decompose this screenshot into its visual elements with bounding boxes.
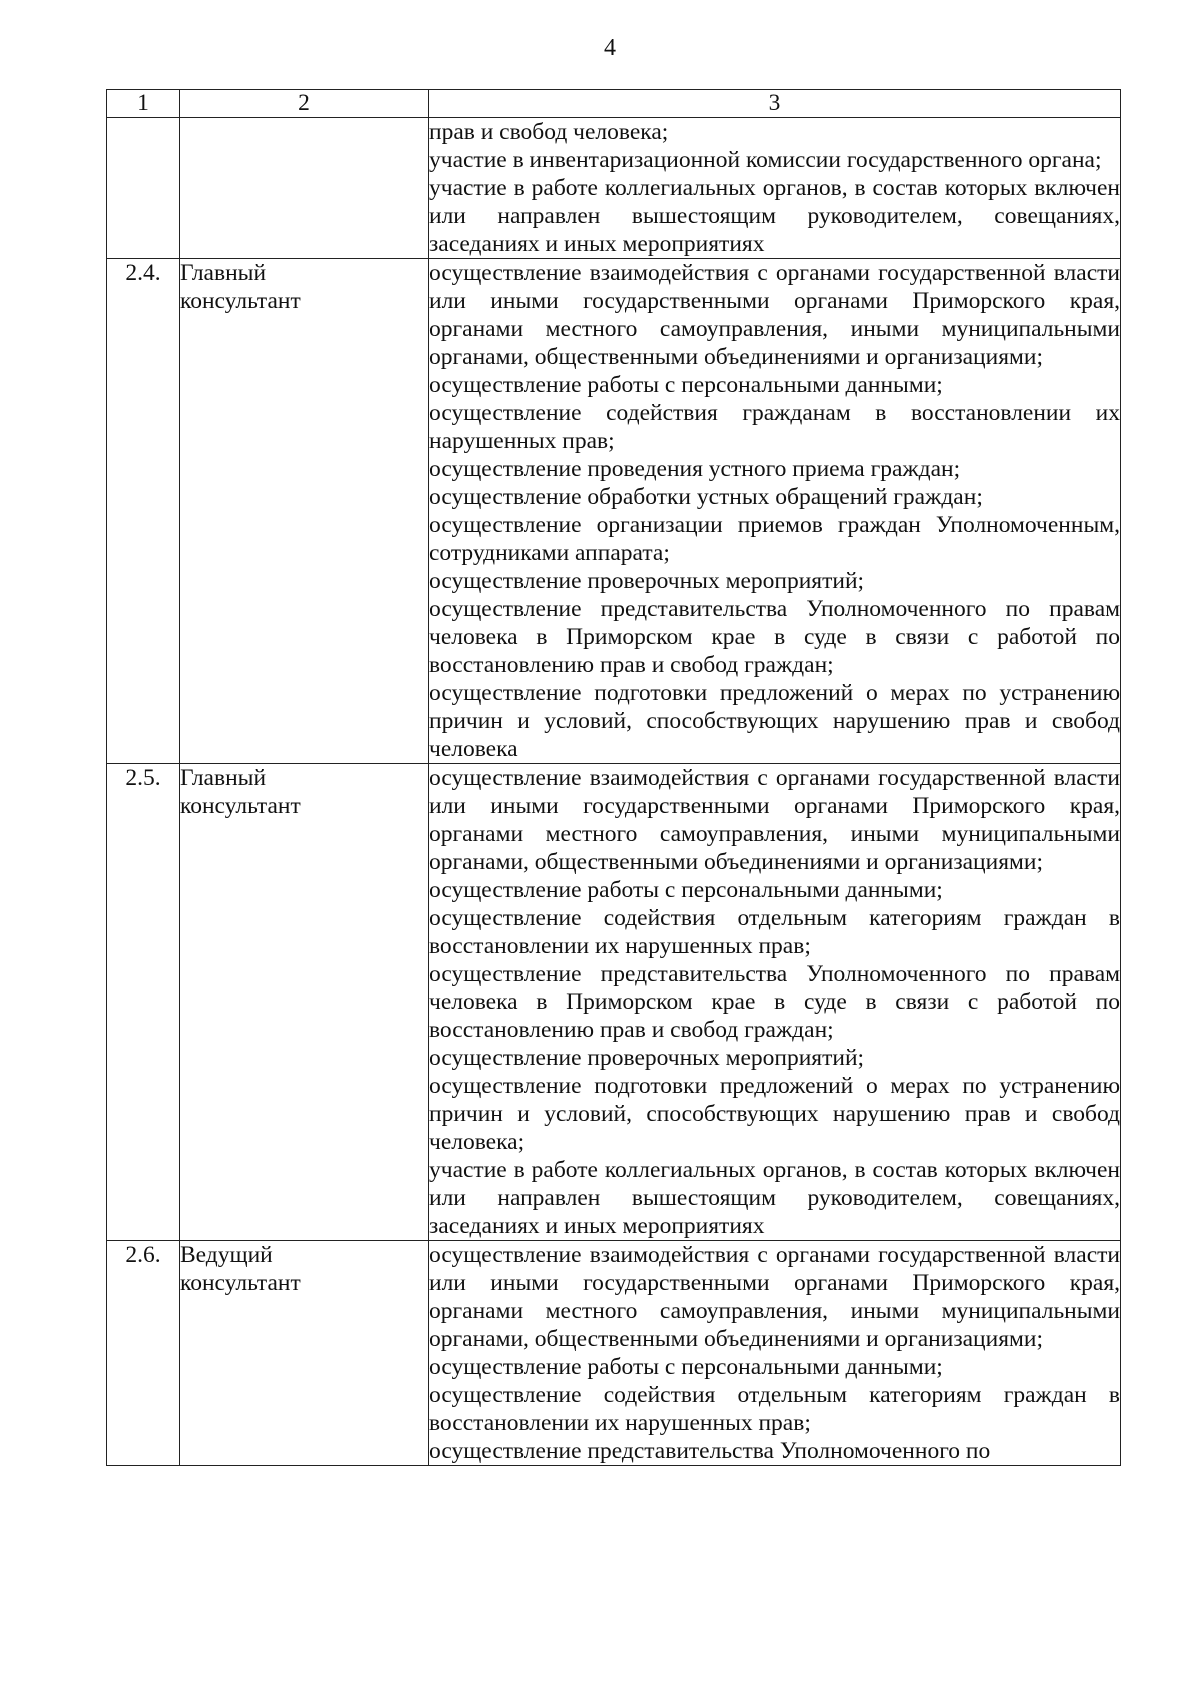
duty-item: осуществление представительства Уполномоченного по правам человека в Приморском крае в суде в связи с работой по восстановлению прав и свобод граждан; xyxy=(429,596,1120,678)
duties-list xyxy=(429,118,1121,259)
duty-item: осуществление обработки устных обращений граждан; xyxy=(429,484,983,510)
row-number: 2.6. xyxy=(107,1241,180,1466)
duty-item: осуществление содействия отдельным категориям граждан в восстановлении их нарушенных прав; xyxy=(429,905,1120,959)
row-number xyxy=(107,118,180,259)
row-number: 2.5. xyxy=(107,764,180,1241)
duty-item: участие в инвентаризационной комиссии государственного органа; xyxy=(429,147,1102,173)
duties-list xyxy=(429,259,1121,764)
position-title-line: Главный xyxy=(180,765,267,791)
duty-item: осуществление подготовки предложений о мерах по устранению причин и условий, способствующих нарушению прав и свобод человека xyxy=(429,680,1120,762)
table-row xyxy=(107,118,1121,259)
column-header-3: 3 xyxy=(429,90,1121,118)
column-header-2: 2 xyxy=(180,90,429,118)
page-number: 4 xyxy=(604,35,616,61)
table-row xyxy=(107,1241,1121,1466)
duty-item: осуществление проверочных мероприятий; xyxy=(429,568,865,594)
column-header-1: 1 xyxy=(107,90,180,118)
position-title-line: консультант xyxy=(180,1270,301,1296)
duty-item: осуществление проверочных мероприятий; xyxy=(429,1045,865,1071)
duty-item: осуществление взаимодействия с органами государственной власти или иными государственными органами Приморского края, органами местного самоуправления, иными муниципальными органами, общественными объединениями и организациями; xyxy=(429,765,1120,875)
duty-item: осуществление работы с персональными данными; xyxy=(429,1354,943,1380)
position-title xyxy=(180,1241,429,1466)
row-number: 2.4. xyxy=(107,259,180,764)
position-title xyxy=(180,118,429,259)
position-title-line: Главный xyxy=(180,260,267,286)
duty-item: осуществление работы с персональными данными; xyxy=(429,877,943,903)
duties-table xyxy=(106,89,1121,1466)
duty-item: осуществление подготовки предложений о мерах по устранению причин и условий, способствующих нарушению прав и свобод человека; xyxy=(429,1073,1120,1155)
position-title xyxy=(180,764,429,1241)
position-title-line: консультант xyxy=(180,288,301,314)
duty-item: осуществление представительства Уполномоченного по правам человека в Приморском крае в суде в связи с работой по восстановлению прав и свобод граждан; xyxy=(429,961,1120,1043)
duties-list xyxy=(429,1241,1121,1466)
position-title-line: консультант xyxy=(180,793,301,819)
duty-item: осуществление проведения устного приема граждан; xyxy=(429,456,961,482)
duties-list xyxy=(429,764,1121,1241)
table-body xyxy=(107,118,1121,1466)
table-row xyxy=(107,259,1121,764)
duty-item: осуществление представительства Уполномоченного по xyxy=(429,1438,991,1464)
duty-item: осуществление организации приемов граждан Уполномоченным, сотрудниками аппарата; xyxy=(429,512,1120,566)
table-header-row xyxy=(107,90,1121,118)
duty-item: осуществление взаимодействия с органами государственной власти или иными государственными органами Приморского края, органами местного самоуправления, иными муниципальными органами, общественными объединениями и организациями; xyxy=(429,260,1120,370)
position-title-line: Ведущий xyxy=(180,1242,273,1268)
duty-item: участие в работе коллегиальных органов, в состав которых включен или направлен вышестоящим руководителем, совещаниях, заседаниях и иных мероприятиях xyxy=(429,175,1120,257)
duty-item: осуществление содействия отдельным категориям граждан в восстановлении их нарушенных прав; xyxy=(429,1382,1120,1436)
duty-item: участие в работе коллегиальных органов, в состав которых включен или направлен вышестоящим руководителем, совещаниях, заседаниях и иных мероприятиях xyxy=(429,1157,1120,1239)
duty-item: осуществление содействия гражданам в восстановлении их нарушенных прав; xyxy=(429,400,1120,454)
duty-item: прав и свобод человека; xyxy=(429,119,669,145)
duty-item: осуществление работы с персональными данными; xyxy=(429,372,943,398)
duty-item: осуществление взаимодействия с органами государственной власти или иными государственными органами Приморского края, органами местного самоуправления, иными муниципальными органами, общественными объединениями и организациями; xyxy=(429,1242,1120,1352)
table-row xyxy=(107,764,1121,1241)
position-title xyxy=(180,259,429,764)
